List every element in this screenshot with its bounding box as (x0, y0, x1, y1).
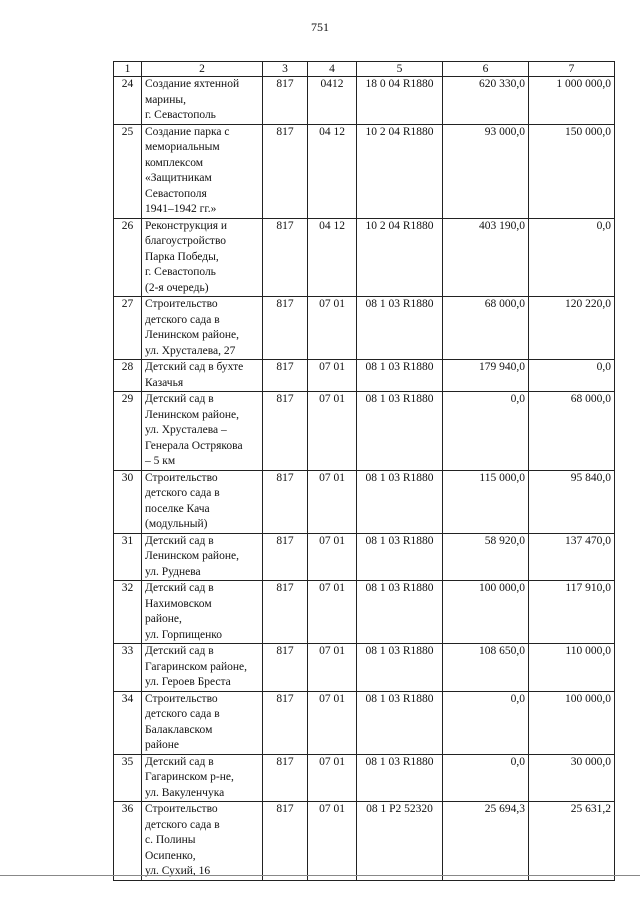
page-bottom-edge (0, 875, 640, 876)
object-name-line: ул. Героев Бреста (145, 676, 231, 688)
object-name-cell (142, 691, 263, 754)
section-code-cell: 04 12 (308, 124, 357, 218)
object-name-line: комплексом (145, 156, 204, 169)
column-header: 5 (357, 62, 443, 77)
object-name-line: Нахимовском (145, 597, 212, 610)
target-article-cell: 08 1 03 R1880 (357, 581, 443, 644)
target-article-cell: 10 2 04 R1880 (357, 124, 443, 218)
object-name-line: Казачья (145, 376, 184, 389)
section-code-cell: 07 01 (308, 392, 357, 471)
table-row (114, 691, 615, 754)
code-cell: 817 (263, 691, 308, 754)
amount-cell: 93 000,0 (443, 124, 529, 218)
object-name-line: Строительство (145, 471, 218, 484)
table-row (114, 77, 615, 125)
object-name-line: Детский сад в (145, 755, 214, 768)
row-number-cell: 30 (114, 470, 142, 533)
section-code-cell: 07 01 (308, 691, 357, 754)
code-cell: 817 (263, 392, 308, 471)
column-header: 3 (263, 62, 308, 77)
code-cell: 817 (263, 533, 308, 581)
amount-cell: 68 000,0 (443, 297, 529, 360)
object-name-line: районе, (145, 613, 182, 625)
object-name-line: Детский сад в (145, 393, 214, 405)
object-name-line: ул. Хрусталева – (145, 424, 227, 436)
code-cell: 817 (263, 581, 308, 644)
row-number-cell: 27 (114, 297, 142, 360)
amount-cell: 117 910,0 (529, 581, 615, 644)
amount-cell: 150 000,0 (529, 124, 615, 218)
table-row (114, 754, 615, 802)
table-row (114, 218, 615, 297)
target-article-cell: 08 1 03 R1880 (357, 297, 443, 360)
code-cell: 817 (263, 124, 308, 218)
object-name-line: Ленинском районе, (145, 550, 239, 562)
section-code-cell: 07 01 (308, 581, 357, 644)
table-row (114, 124, 615, 218)
row-number-cell: 33 (114, 644, 142, 692)
object-name-line: Ленинском районе, (145, 329, 239, 341)
code-cell: 817 (263, 218, 308, 297)
section-code-cell: 07 01 (308, 297, 357, 360)
object-name-line: с. Полины (145, 834, 196, 846)
object-name-line: Севастополя (145, 187, 207, 200)
object-name-line: детского сада в (145, 818, 220, 831)
object-name-line: ул. Руднева (145, 565, 201, 578)
object-name-line: марины, (145, 93, 186, 106)
amount-cell: 0,0 (443, 691, 529, 754)
object-name-line: детского сада в (145, 487, 220, 499)
object-name-line: Создание парка с (145, 125, 230, 138)
row-number-cell: 29 (114, 392, 142, 471)
amount-cell: 620 330,0 (443, 77, 529, 125)
amount-cell: 110 000,0 (529, 644, 615, 692)
target-article-cell: 08 1 03 R1880 (357, 360, 443, 392)
object-name-line: Осипенко, (145, 849, 196, 862)
object-name-cell (142, 802, 263, 881)
object-name-line: Детский сад в бухте (145, 361, 244, 373)
code-cell: 817 (263, 754, 308, 802)
code-cell: 817 (263, 360, 308, 392)
row-number-cell: 31 (114, 533, 142, 581)
object-name-line: «Защитникам (145, 172, 212, 184)
table-row (114, 297, 615, 360)
object-name-line: благоустройство (145, 235, 227, 247)
column-header: 2 (142, 62, 263, 77)
object-name-line: поселке Кача (145, 502, 210, 515)
section-code-cell: 0412 (308, 77, 357, 125)
row-number-cell: 25 (114, 124, 142, 218)
page-number: 751 (311, 20, 329, 34)
object-name-line: мемориальным (145, 141, 220, 153)
amount-cell: 25 631,2 (529, 802, 615, 881)
object-name-line: Детский сад в (145, 582, 214, 594)
object-name-line: 1941–1942 гг.» (145, 203, 217, 215)
row-number-cell: 36 (114, 802, 142, 881)
object-name-line: Парка Победы, (145, 250, 219, 263)
object-name-line: Детский сад в (145, 534, 214, 547)
table-body (114, 77, 615, 881)
object-name-cell (142, 77, 263, 125)
object-name-cell (142, 533, 263, 581)
amount-cell: 0,0 (529, 218, 615, 297)
object-name-line: Генерала Острякова (145, 439, 243, 452)
amount-cell: 58 920,0 (443, 533, 529, 581)
object-name-cell (142, 644, 263, 692)
object-name-line: районе (145, 739, 180, 751)
target-article-cell: 18 0 04 R1880 (357, 77, 443, 125)
code-cell: 817 (263, 297, 308, 360)
table-row (114, 470, 615, 533)
amount-cell: 108 650,0 (443, 644, 529, 692)
object-name-line: г. Севастополь (145, 266, 216, 278)
object-name-cell (142, 218, 263, 297)
table-row (114, 392, 615, 471)
amount-cell: 100 000,0 (443, 581, 529, 644)
object-name-cell (142, 470, 263, 533)
code-cell: 817 (263, 802, 308, 881)
object-name-line: Детский сад в (145, 645, 214, 657)
target-article-cell: 08 1 03 R1880 (357, 392, 443, 471)
row-number-cell: 26 (114, 218, 142, 297)
target-article-cell: 08 1 Р2 52320 (357, 802, 443, 881)
section-code-cell: 07 01 (308, 802, 357, 881)
table-header-row (114, 62, 615, 77)
amount-cell: 179 940,0 (443, 360, 529, 392)
amount-cell: 95 840,0 (529, 470, 615, 533)
section-code-cell: 07 01 (308, 470, 357, 533)
table-row (114, 802, 615, 881)
object-name-line: Строительство (145, 803, 218, 815)
section-code-cell: 07 01 (308, 533, 357, 581)
object-name-line: детского сада в (145, 313, 220, 326)
object-name-line: Гагаринском р-не, (145, 771, 234, 783)
code-cell: 817 (263, 77, 308, 125)
object-name-cell (142, 297, 263, 360)
table-row (114, 360, 615, 392)
section-code-cell: 04 12 (308, 218, 357, 297)
object-name-cell (142, 392, 263, 471)
amount-cell: 25 694,3 (443, 802, 529, 881)
object-name-cell (142, 754, 263, 802)
amount-cell: 115 000,0 (443, 470, 529, 533)
object-name-line: Балаклавском (145, 723, 213, 736)
code-cell: 817 (263, 644, 308, 692)
target-article-cell: 08 1 03 R1880 (357, 644, 443, 692)
column-header: 4 (308, 62, 357, 77)
object-name-line: Гагаринском районе, (145, 660, 248, 673)
column-header: 6 (443, 62, 529, 77)
object-name-line: детского сада в (145, 708, 220, 720)
object-name-line: Создание яхтенной (145, 78, 240, 90)
object-name-line: Строительство (145, 298, 218, 310)
object-name-line: ул. Горпищенко (145, 628, 223, 641)
amount-cell: 68 000,0 (529, 392, 615, 471)
target-article-cell: 10 2 04 R1880 (357, 218, 443, 297)
amount-cell: 403 190,0 (443, 218, 529, 297)
amount-cell: 100 000,0 (529, 691, 615, 754)
object-name-line: – 5 км (145, 455, 176, 467)
object-name-line: г. Севастополь (145, 109, 216, 121)
row-number-cell: 32 (114, 581, 142, 644)
object-name-line: (модульный) (145, 518, 208, 530)
row-number-cell: 35 (114, 754, 142, 802)
object-name-line: ул. Хрусталева, 27 (145, 344, 236, 357)
section-code-cell: 07 01 (308, 754, 357, 802)
target-article-cell: 08 1 03 R1880 (357, 470, 443, 533)
target-article-cell: 08 1 03 R1880 (357, 754, 443, 802)
object-name-cell (142, 124, 263, 218)
target-article-cell: 08 1 03 R1880 (357, 533, 443, 581)
object-name-line: (2-я очередь) (145, 281, 209, 294)
amount-cell: 0,0 (529, 360, 615, 392)
object-name-line: Строительство (145, 692, 218, 705)
object-name-line: Реконструкция и (145, 219, 228, 232)
amount-cell: 137 470,0 (529, 533, 615, 581)
object-name-cell (142, 581, 263, 644)
object-name-line: ул. Вакуленчука (145, 786, 225, 799)
row-number-cell: 28 (114, 360, 142, 392)
amount-cell: 120 220,0 (529, 297, 615, 360)
object-name-line: Ленинском районе, (145, 408, 239, 421)
object-name-cell (142, 360, 263, 392)
row-number-cell: 34 (114, 691, 142, 754)
section-code-cell: 07 01 (308, 644, 357, 692)
table-row (114, 533, 615, 581)
amount-cell: 0,0 (443, 754, 529, 802)
column-header: 1 (114, 62, 142, 77)
object-name-line: ул. Сухий, 16 (145, 865, 211, 877)
amount-cell: 1 000 000,0 (529, 77, 615, 125)
amount-cell: 0,0 (443, 392, 529, 471)
section-code-cell: 07 01 (308, 360, 357, 392)
table-row (114, 644, 615, 692)
column-header: 7 (529, 62, 615, 77)
row-number-cell: 24 (114, 77, 142, 125)
table-row (114, 581, 615, 644)
budget-table (113, 61, 615, 881)
target-article-cell: 08 1 03 R1880 (357, 691, 443, 754)
amount-cell: 30 000,0 (529, 754, 615, 802)
code-cell: 817 (263, 470, 308, 533)
